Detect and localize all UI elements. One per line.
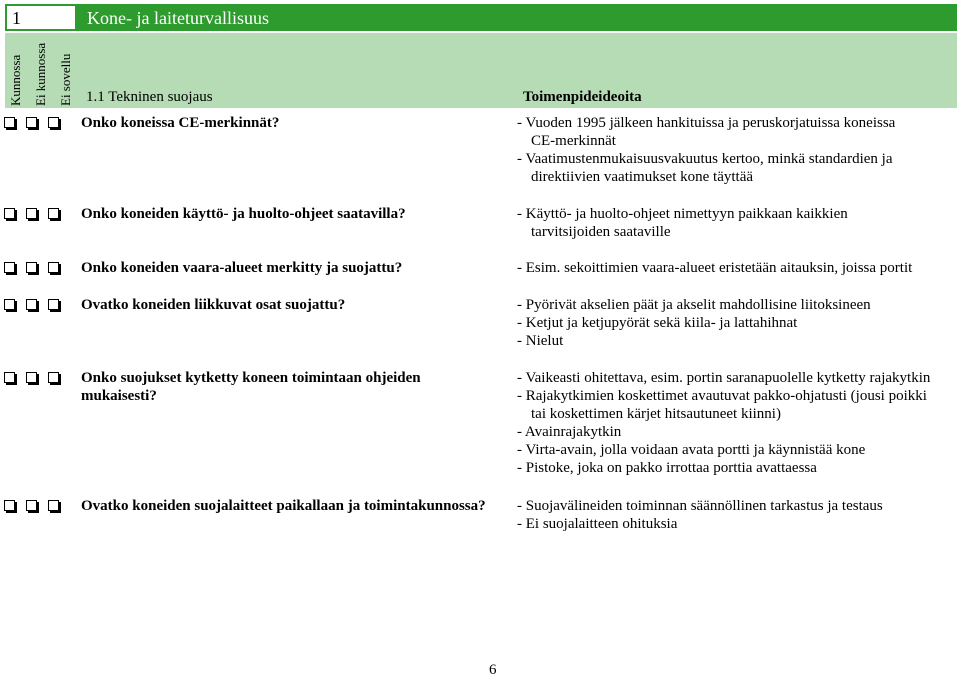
checkbox-not-ok[interactable] xyxy=(26,262,37,273)
checklist-sheet xyxy=(5,4,957,108)
status-columns xyxy=(5,33,81,108)
action-ideas xyxy=(517,497,957,533)
checkbox-not-applicable[interactable] xyxy=(48,299,59,310)
checkbox-not-applicable[interactable] xyxy=(48,208,59,219)
checkbox-not-applicable[interactable] xyxy=(48,500,59,511)
ideas-heading: Toimenpideideoita xyxy=(523,89,642,105)
action-ideas xyxy=(517,114,957,186)
action-ideas xyxy=(517,205,957,241)
checkbox-not-ok[interactable] xyxy=(26,117,37,128)
action-idea: - Vaatimustenmukaisuusvakuutus kertoo, minkä standardien ja xyxy=(517,151,893,167)
checkbox-not-applicable[interactable] xyxy=(48,117,59,128)
action-ideas xyxy=(517,296,957,350)
action-idea: - Vuoden 1995 jälkeen hankituissa ja peruskorjatuissa koneissa xyxy=(517,115,896,131)
action-idea: - Nielut xyxy=(517,333,564,349)
action-idea: - Ketjut ja ketjupyörät sekä kiila- ja lattahihnat xyxy=(517,315,798,331)
section-heading: 1.1 Tekninen suojaus xyxy=(86,89,213,105)
checkbox-not-ok[interactable] xyxy=(26,208,37,219)
checkbox-ok[interactable] xyxy=(4,262,15,273)
action-idea: - Pyörivät akselien päät ja akselit mahdollisine liitoksineen xyxy=(517,297,871,313)
action-idea: - Avainrajakytkin xyxy=(517,424,622,440)
chapter-title: Kone- ja laiteturvallisuus xyxy=(77,4,957,31)
column-header-ok: Kunnossa xyxy=(7,54,23,106)
column-header-not-ok: Ei kunnossa xyxy=(32,42,48,106)
question-text: Onko koneiden käyttö- ja huolto-ohjeet saatavilla? xyxy=(81,206,406,222)
action-idea: direktiivien vaatimukset kone täyttää xyxy=(531,169,754,185)
checkbox-ok[interactable] xyxy=(4,372,15,383)
checkbox-not-ok[interactable] xyxy=(26,500,37,511)
action-idea: - Käyttö- ja huolto-ohjeet nimettyyn paikkaan kaikkien xyxy=(517,206,848,222)
question-text: Ovatko koneiden suojalaitteet paikallaan ja toimintakunnossa? xyxy=(81,498,486,514)
action-ideas xyxy=(517,259,957,277)
question-text: Onko suojukset kytketty koneen toimintaan ohjeiden mukaisesti? xyxy=(81,370,421,404)
question-text: Onko koneiden vaara-alueet merkitty ja suojattu? xyxy=(81,260,403,276)
action-idea: - Esim. sekoittimien vaara-alueet eristetään aitauksin, joissa portit xyxy=(517,260,913,276)
checkbox-ok[interactable] xyxy=(4,208,15,219)
action-idea: - Rajakytkimien koskettimet avautuvat pakko-ohjatusti (jousi poikki xyxy=(517,388,927,404)
action-ideas xyxy=(517,369,957,477)
table-header xyxy=(5,33,957,108)
checkbox-not-ok[interactable] xyxy=(26,299,37,310)
checkbox-ok[interactable] xyxy=(4,117,15,128)
question-text: Onko koneissa CE-merkinnät? xyxy=(81,115,280,131)
page-number: 6 xyxy=(489,662,497,678)
action-idea: - Pistoke, joka on pakko irrottaa porttia avattaessa xyxy=(517,460,817,476)
action-idea: - Virta-avain, jolla voidaan avata portti ja käynnistää kone xyxy=(517,442,866,458)
question-text: Ovatko koneiden liikkuvat osat suojattu? xyxy=(81,297,346,313)
checkbox-ok[interactable] xyxy=(4,299,15,310)
action-idea: - Ei suojalaitteen ohituksia xyxy=(517,516,678,532)
title-bar xyxy=(5,4,957,31)
column-header-not-applicable: Ei sovellu xyxy=(57,53,73,106)
chapter-number: 1 xyxy=(5,4,77,31)
action-idea: tarvitsijoiden saataville xyxy=(531,224,671,240)
checkbox-not-ok[interactable] xyxy=(26,372,37,383)
checkbox-not-applicable[interactable] xyxy=(48,262,59,273)
action-idea: CE-merkinnät xyxy=(531,133,616,149)
action-idea: tai koskettimen kärjet hitsautuneet kiinni) xyxy=(531,406,781,422)
action-idea: - Vaikeasti ohitettava, esim. portin saranapuolelle kytketty rajakytkin xyxy=(517,370,931,386)
checkbox-ok[interactable] xyxy=(4,500,15,511)
action-idea: - Suojavälineiden toiminnan säännöllinen tarkastus ja testaus xyxy=(517,498,883,514)
checkbox-not-applicable[interactable] xyxy=(48,372,59,383)
